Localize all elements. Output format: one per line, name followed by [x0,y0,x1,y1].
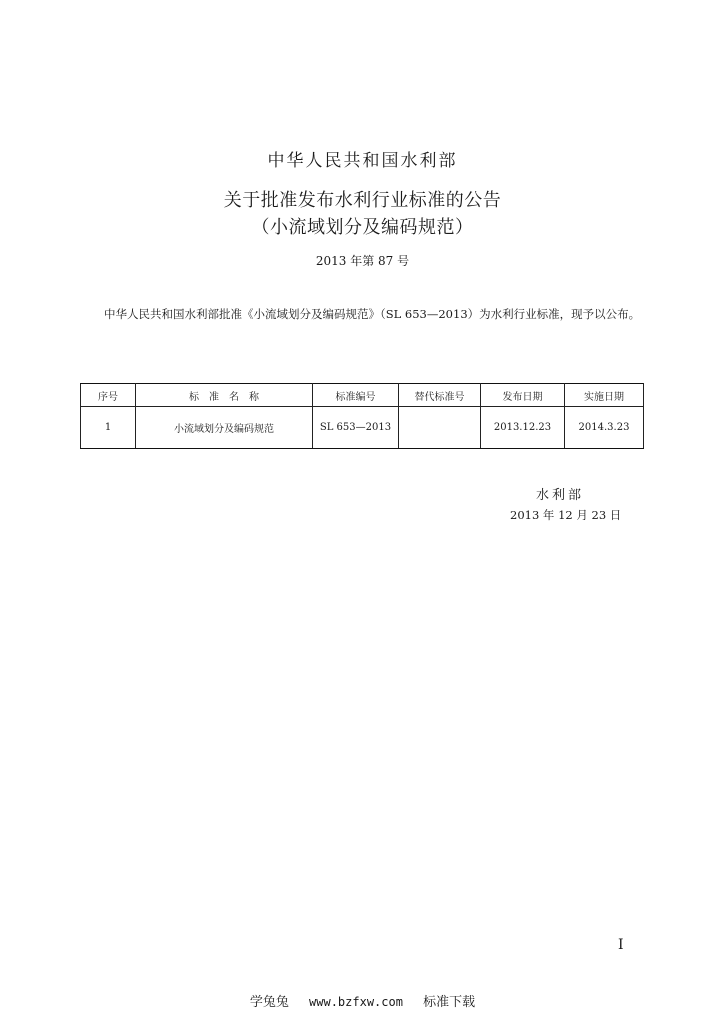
cell-standard-name: 小流域划分及编码规范 [136,407,313,449]
table-header-row [81,384,644,407]
table-row [81,407,644,449]
header-serial: 序号 [81,384,136,407]
footer-watermark [0,991,725,1010]
footer-url[interactable]: www.bzfxw.com [309,995,403,1009]
cell-standard-number: SL 653—2013 [313,407,399,449]
page-number: I [618,937,624,953]
document-number: 2013 年第 87 号 [315,254,410,268]
ministry-name: 中华人民共和国水利部 [267,151,458,171]
cell-issue-date: 2013.12.23 [481,407,565,449]
header-replaced-standard: 替代标准号 [399,384,481,407]
announcement-subtitle: （小流域划分及编码规范） [251,217,474,238]
announcement-body: 中华人民共和国水利部批准《小流域划分及编码规范》（SL 653—2013）为水利行业标准，现予以公布。 [104,307,641,321]
cell-replaced-standard [399,407,481,449]
header-standard-number: 标准编号 [313,384,399,407]
header-effective-date: 实施日期 [565,384,644,407]
cell-serial: 1 [81,407,136,449]
header-standard-name: 标 准 名 称 [136,384,313,407]
header-issue-date: 发布日期 [481,384,565,407]
announcement-title: 关于批准发布水利行业标准的公告 [223,190,502,211]
cell-effective-date: 2014.3.23 [565,407,644,449]
standards-table [80,383,644,449]
footer-slogan: 标准下载 [423,995,476,1010]
signature-date: 2013 年 12 月 23 日 [510,508,622,522]
issuer-signature: 水利部 [536,488,585,503]
footer-site-name: 学兔兔 [249,995,289,1010]
